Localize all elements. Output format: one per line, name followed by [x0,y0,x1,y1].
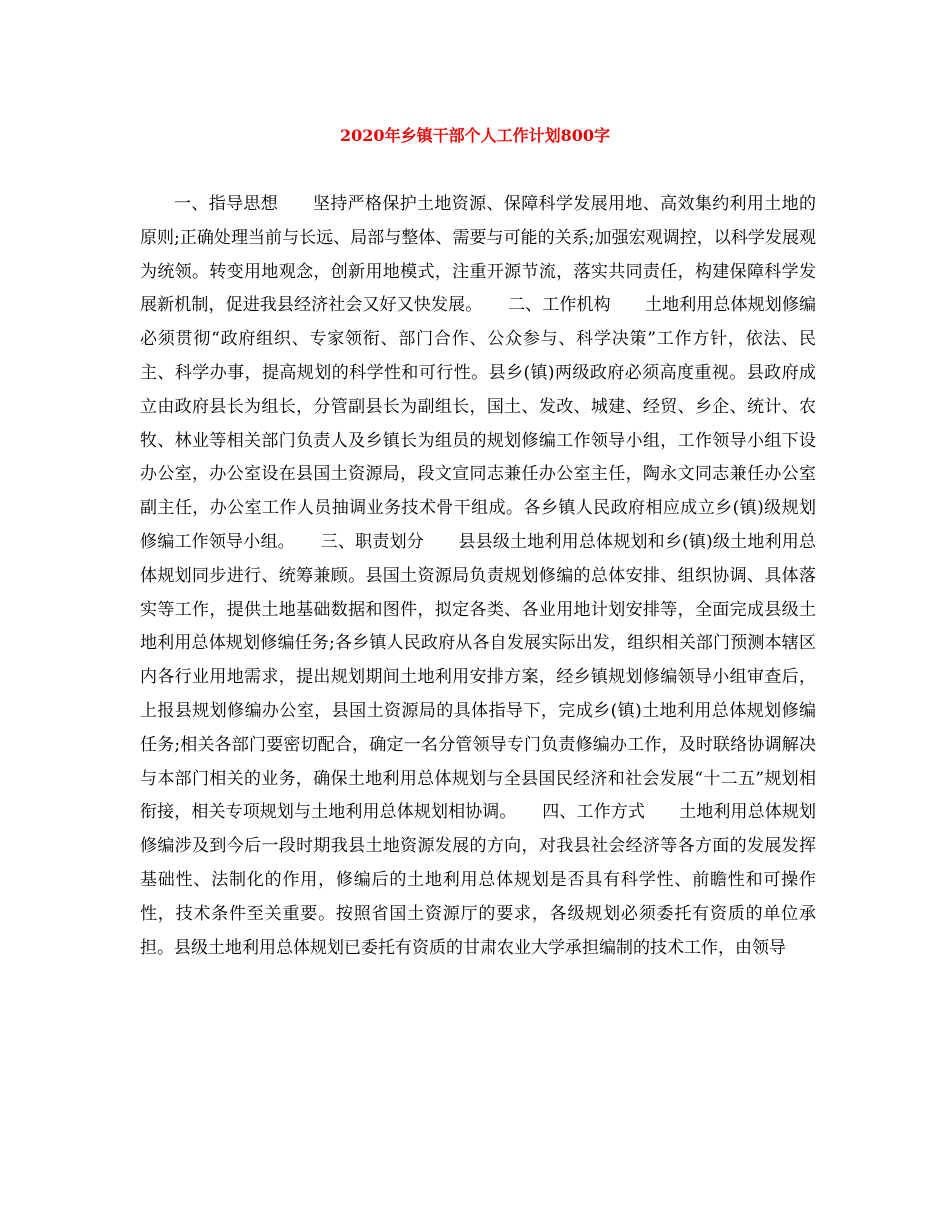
document-body-paragraph: 一、指导思想 坚持严格保护土地资源、保障科学发展用地、高效集约利用土地的原则;正确处理当前与长远、局部与整体、需要与可能的关系;加强宏观调控，以科学发展观为统领。转变用地观念，创新用地模式，注重开源节流，落实共同责任，构建保障科学发展新机制，促进我县经济社会又好又快发展。 二、工作机构 土地利用总体规划修编必须贯彻“政府组织、专家领衔、部门合作、公众参与、科学决策”工作方针，依法、民主、科学办事，提高规划的科学性和可行性。县乡(镇)两级政府必须高度重视。县政府成立由政府县长为组长，分管副县长为副组长，国土、发改、城建、经贸、乡企、统计、农牧、林业等相关部门负责人及乡镇长为组员的规划修编工作领导小组，工作领导小组下设办公室，办公室设在县国土资源局，段文宣同志兼任办公室主任，陶永文同志兼任办公室副主任，办公室工作人员抽调业务技术骨干组成。各乡镇人民政府相应成立乡(镇)级规划修编工作领导小组。 三、职责划分 县县级土地利用总体规划和乡(镇)级土地利用总体规划同步进行、统筹兼顾。县国土资源局负责规划修编的总体安排、组织协调、具体落实等工作，提供土地基础数据和图件，拟定各类、各业用地计划安排等，全面完成县级土地利用总体规划修编任务;各乡镇人民政府从各自发展实际出发，组织相关部门预测本辖区内各行业用地需求，提出规划期间土地利用安排方案，经乡镇规划修编领导小组审查后，上报县规划修编办公室，县国土资源局的具体指导下，完成乡(镇)土地利用总体规划修编任务;相关各部门要密切配合，确定一名分管领导专门负责修编办工作，及时联络协调解决与本部门相关的业务，确保土地利用总体规划与全县国民经济和社会发展“十二五”规划相衔接，相关专项规划与土地利用总体规划相协调。 四、工作方式 土地利用总体规划修编涉及到今后一段时期我县土地资源发展的方向，对我县社会经济等各方面的发展发挥基础性、法制化的作用，修编后的土地利用总体规划是否具有科学性、前瞻性和可操作性，技术条件至关重要。按照省国土资源厅的要求，各级规划必须委托有资质的单位承担。县级土地利用总体规划已委托有资质的甘肃农业大学承担编制的技术工作，由领导 [140,194,816,958]
document-title: 2020年乡镇干部个人工作计划800字 [340,126,610,145]
